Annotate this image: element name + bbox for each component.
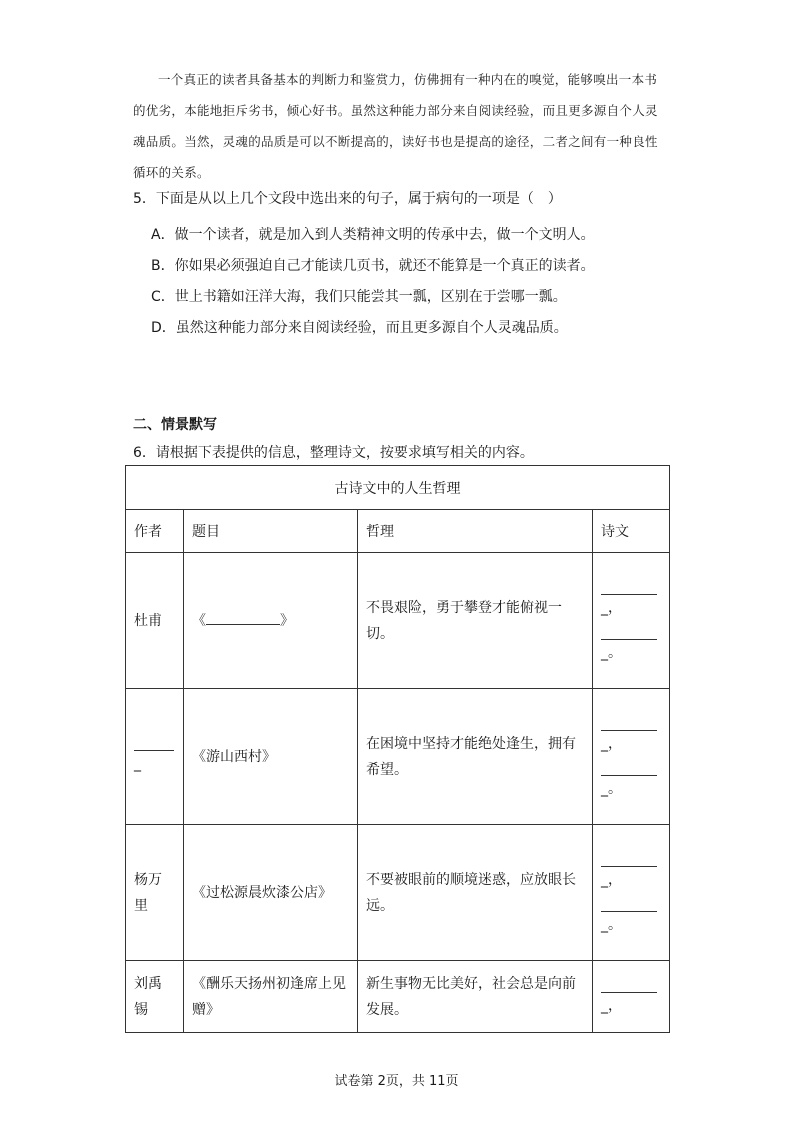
poem-line-end: _， bbox=[601, 871, 622, 888]
title-cell: 《酬乐天扬州初逢席上见赠》 bbox=[184, 961, 358, 1033]
poem-cell bbox=[593, 825, 670, 961]
philosophy-cell: 不畏艰险，勇于攀登才能俯视一切。 bbox=[358, 553, 593, 689]
author-cell: 刘禹锡 bbox=[126, 961, 184, 1033]
poem-fill-blank[interactable] bbox=[601, 712, 657, 731]
header-poem: 诗文 bbox=[593, 510, 670, 553]
table-header-row bbox=[126, 510, 670, 553]
philosophy-cell: 在困境中坚持才能绝处逢生，拥有希望。 bbox=[358, 689, 593, 825]
poem-line-end: _， bbox=[601, 998, 622, 1014]
author-cell: 杜甫 bbox=[126, 553, 184, 689]
author-cell bbox=[126, 689, 184, 825]
poem-cell bbox=[593, 961, 670, 1033]
table-title: 古诗文中的人生哲理 bbox=[126, 466, 670, 510]
header-title: 题目 bbox=[184, 510, 358, 553]
section-2-title: 二、情景默写 bbox=[133, 417, 217, 433]
poem-line-end: _。 bbox=[601, 916, 622, 933]
poem-fill-blank[interactable] bbox=[601, 621, 657, 640]
option-d: D．虽然这种能力部分来自阅读经验，而且更多源自个人灵魂品质。 bbox=[151, 320, 568, 336]
author-cell: 杨万里 bbox=[126, 825, 184, 961]
option-c: C．世上书籍如汪洋大海，我们只能尝其一瓢，区别在于尝哪一瓢。 bbox=[151, 289, 567, 305]
poem-line-end: _。 bbox=[601, 644, 622, 661]
author-blank-end: _ bbox=[134, 756, 141, 772]
title-fill-blank[interactable] bbox=[206, 610, 280, 625]
poem-line-end: _， bbox=[601, 599, 622, 616]
table-row bbox=[126, 553, 670, 689]
reading-passage: 一个真正的读者具备基本的判断力和鉴赏力，仿佛拥有一种内在的嗅觉，能够嗅出一本书的优劣，本能地拒斥劣书，倾心好书。虽然这种能力部分来自阅读经验，而且更多源自个人灵魂品质。当然，灵魂的品质是可以不断提高的，读好书也是提高的途径，二者之间有一种良性循环的关系。 bbox=[133, 72, 658, 180]
table-row bbox=[126, 825, 670, 961]
header-author: 作者 bbox=[126, 510, 184, 553]
table-row bbox=[126, 689, 670, 825]
page-footer: 试卷第 2页，共 11页 bbox=[334, 1074, 459, 1089]
poem-cell bbox=[593, 689, 670, 825]
option-b: B．你如果必须强迫自己才能读几页书，就还不能算是一个真正的读者。 bbox=[151, 258, 595, 274]
poem-table bbox=[125, 465, 670, 1033]
question-5-stem: 5．下面是从以上几个文段中选出来的句子，属于病句的一项是（ ） bbox=[133, 191, 562, 207]
poem-fill-blank[interactable] bbox=[601, 757, 657, 776]
table-row bbox=[126, 961, 670, 1033]
title-close-bracket: 》 bbox=[280, 612, 294, 629]
poem-line-end: _。 bbox=[601, 780, 622, 797]
poem-fill-blank[interactable] bbox=[601, 576, 657, 595]
title-cell: 《游山西村》 bbox=[184, 689, 358, 825]
question-6-stem: 6．请根据下表提供的信息，整理诗文，按要求填写相关的内容。 bbox=[133, 445, 534, 461]
title-open-bracket: 《 bbox=[192, 612, 206, 629]
poem-fill-blank[interactable] bbox=[601, 893, 657, 912]
poem-cell bbox=[593, 553, 670, 689]
option-a: A．做一个读者，就是加入到人类精神文明的传承中去，做一个文明人。 bbox=[151, 227, 595, 243]
title-cell: 《过松源晨炊漆公店》 bbox=[184, 825, 358, 961]
poem-fill-blank[interactable] bbox=[601, 974, 657, 993]
philosophy-cell: 不要被眼前的顺境迷惑，应放眼长远。 bbox=[358, 825, 593, 961]
poem-fill-blank[interactable] bbox=[601, 848, 657, 867]
title-cell bbox=[184, 553, 358, 689]
author-fill-blank[interactable] bbox=[134, 736, 174, 751]
philosophy-cell: 新生事物无比美好，社会总是向前发展。 bbox=[358, 961, 593, 1033]
poem-line-end: _， bbox=[601, 735, 622, 752]
header-philosophy: 哲理 bbox=[358, 510, 593, 553]
